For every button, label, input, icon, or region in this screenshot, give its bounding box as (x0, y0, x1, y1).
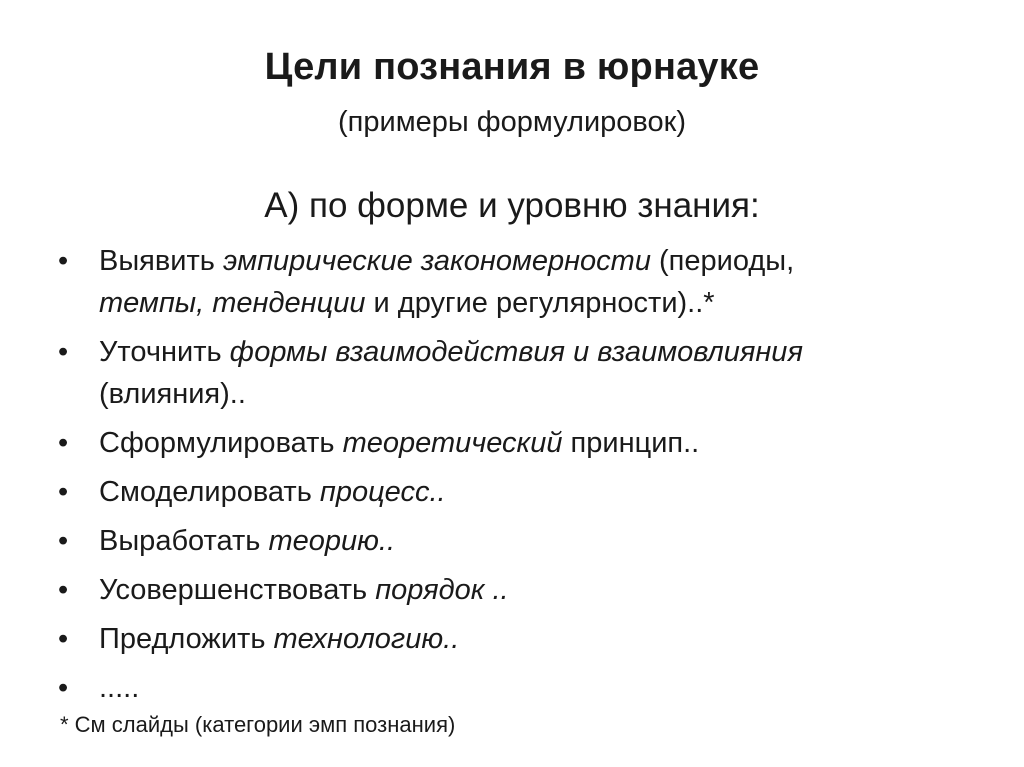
bullet-icon: • (58, 525, 69, 557)
bullet-icon: • (58, 623, 69, 655)
item-italic-text: технологию.. (273, 623, 460, 655)
item-text: Смоделировать (99, 476, 320, 508)
item-text: принцип.. (562, 427, 700, 459)
item-italic-text: формы взаимодействия и взаимовлияния (229, 336, 803, 368)
slide-title: Цели познания в юрнауке (264, 46, 760, 88)
item-text: Выработать (99, 525, 269, 557)
item-italic-text: эмпирические закономерности (222, 245, 651, 277)
section-heading: А) по форме и уровню знания: (264, 186, 760, 225)
bullet-icon: • (58, 336, 69, 368)
item-text: Уточнить (99, 336, 230, 368)
item-text: Предложить (99, 623, 274, 655)
item-italic-text: теорию.. (268, 525, 396, 557)
item-italic-text: темпы, тенденции (99, 287, 366, 319)
item-text: Сформулировать (99, 427, 343, 459)
list-item (58, 569, 958, 611)
item-text: и другие регулярности)..* (365, 287, 715, 319)
list-item (58, 667, 958, 709)
bullet-icon: • (58, 245, 69, 277)
item-text: (влияния).. (99, 378, 246, 410)
item-italic-text: порядок .. (375, 574, 509, 606)
bullet-icon: • (58, 574, 69, 606)
item-text: (периоды, (650, 245, 795, 277)
slide-subtitle: (примеры формулировок) (338, 106, 686, 138)
item-text: Усовершенствовать (99, 574, 376, 606)
bullet-list (58, 240, 958, 716)
list-item (58, 422, 958, 464)
list-item (58, 520, 958, 562)
list-item (58, 471, 958, 513)
item-text: ..... (99, 672, 140, 704)
bullet-icon: • (58, 427, 69, 459)
footnote: * См слайды (категории эмп познания) (60, 712, 456, 737)
item-italic-text: процесс.. (319, 476, 446, 508)
bullet-icon: • (58, 672, 69, 704)
list-item (58, 240, 958, 324)
bullet-icon: • (58, 476, 69, 508)
item-text: Выявить (99, 245, 223, 277)
item-italic-text: теоретический (342, 427, 563, 459)
list-item (58, 618, 958, 660)
list-item (58, 331, 958, 415)
